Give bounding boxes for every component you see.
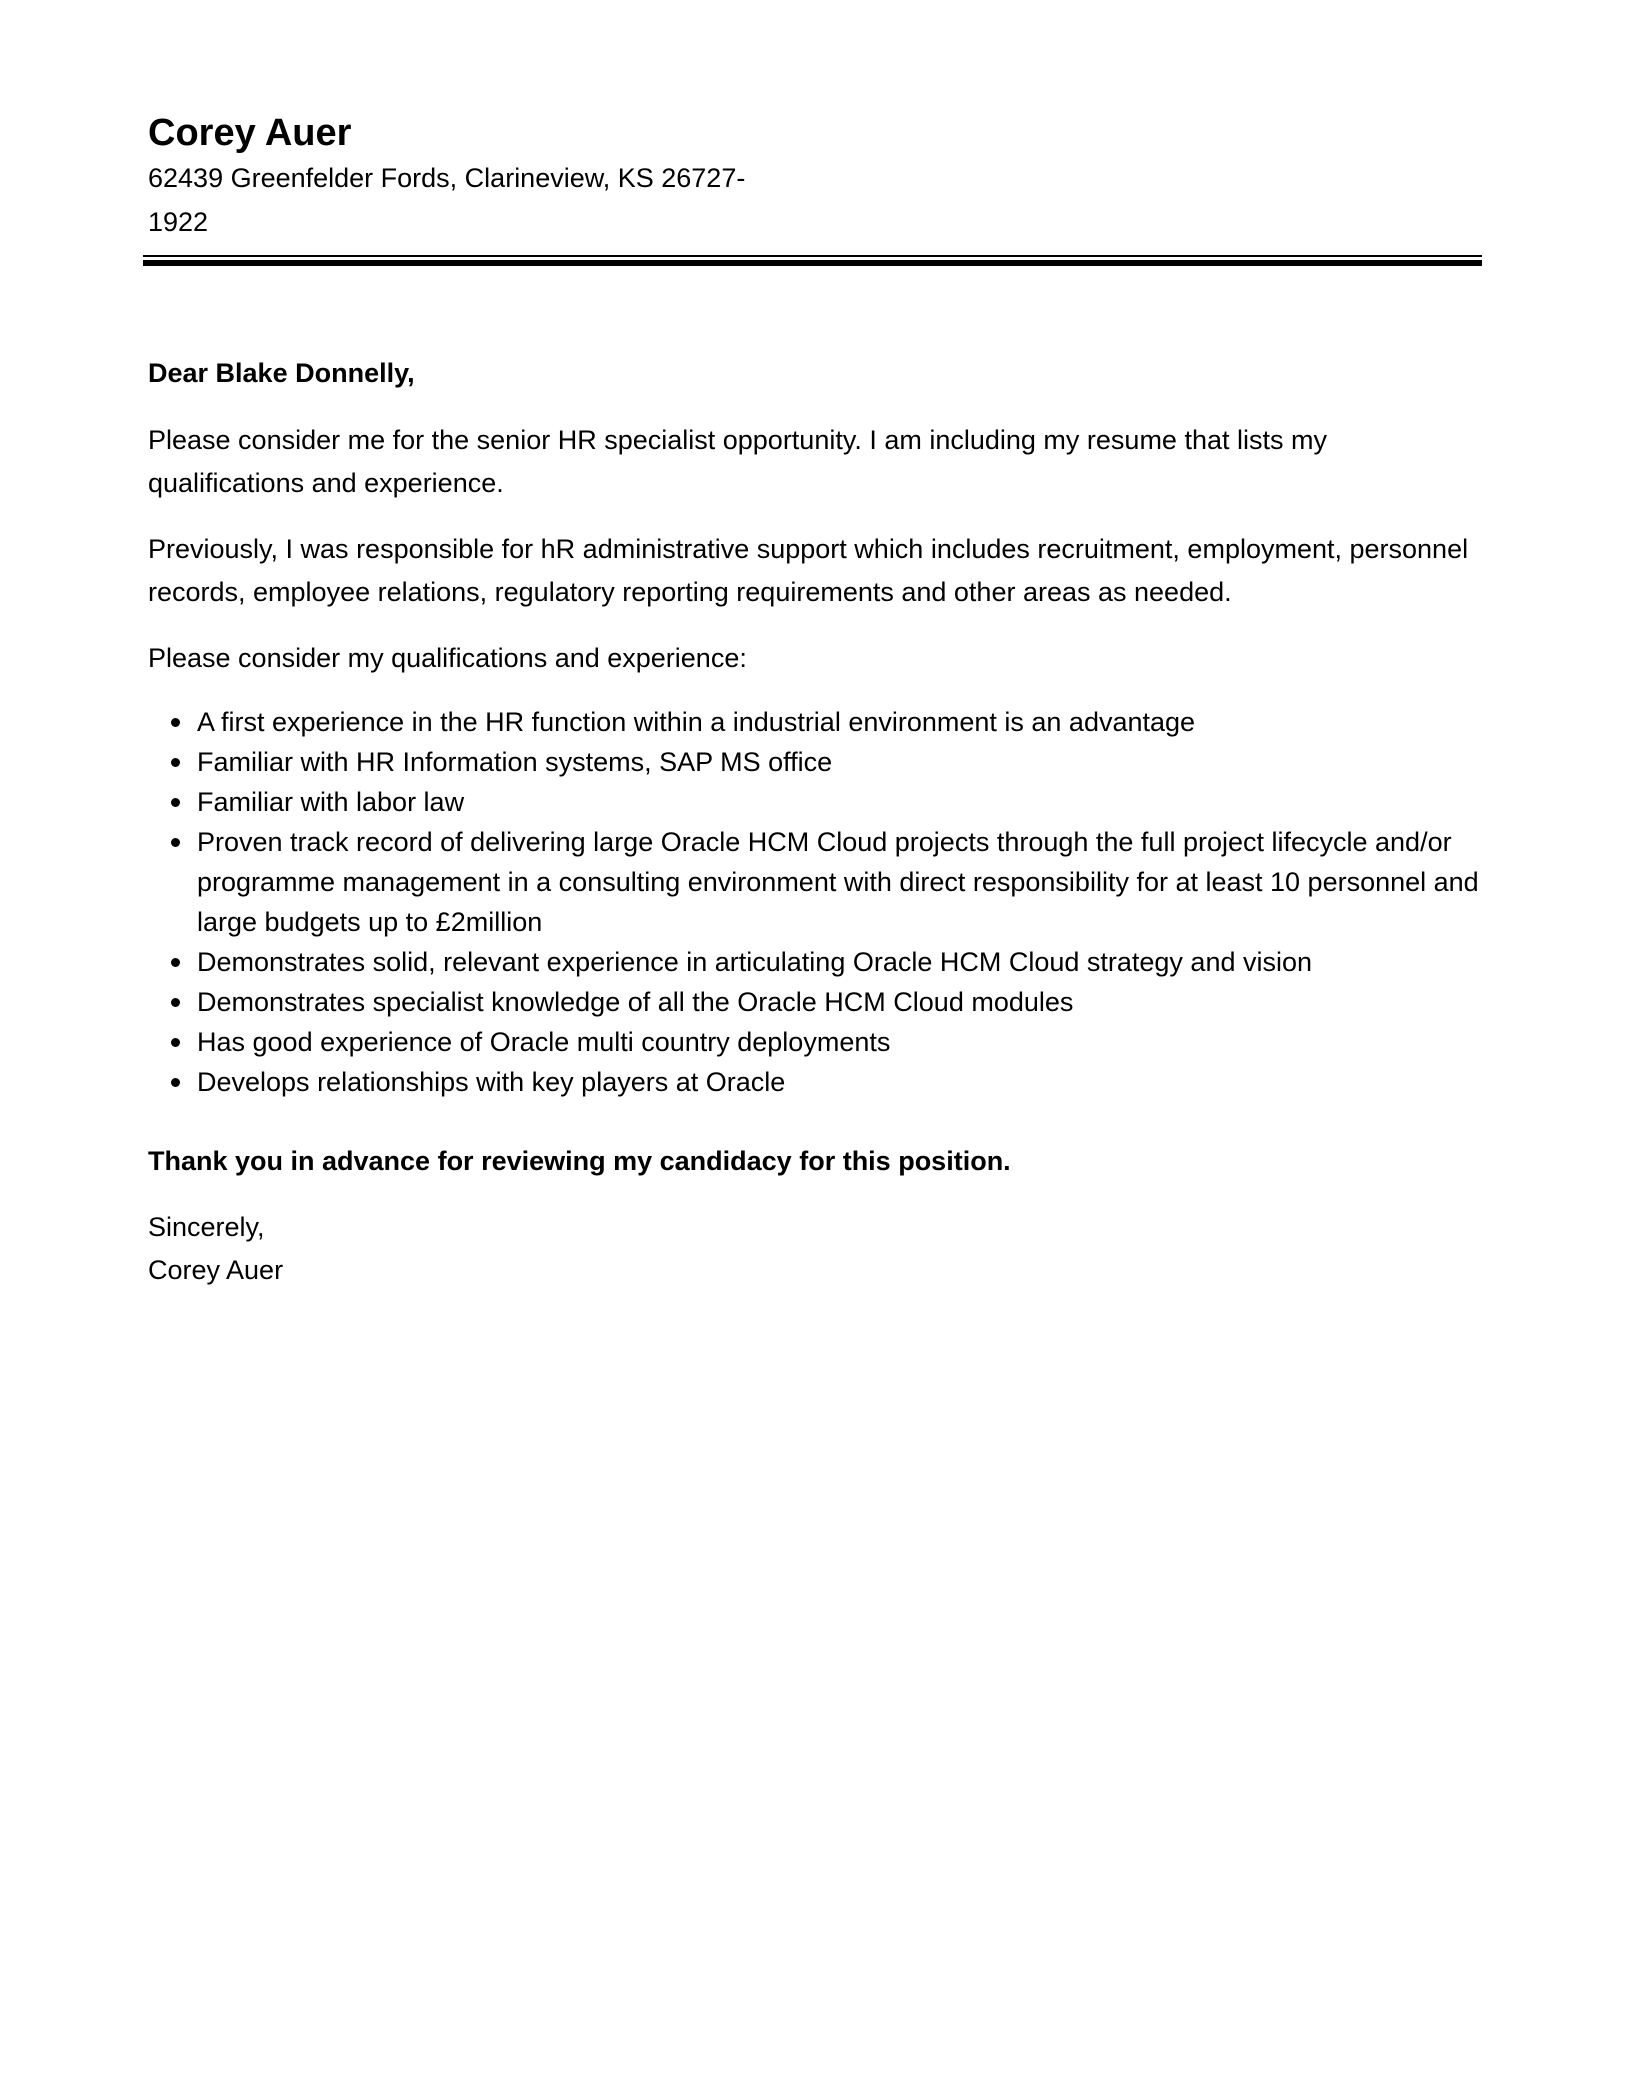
qualification-text: Familiar with labor law bbox=[197, 787, 465, 817]
salutation: Dear Blake Donnelly, bbox=[148, 358, 415, 388]
signature-name: Corey Auer bbox=[148, 1255, 284, 1285]
bullet-icon bbox=[171, 798, 180, 807]
qualification-item bbox=[148, 742, 1488, 782]
qualification-text: Has good experience of Oracle multi country deployments bbox=[197, 1027, 891, 1057]
qualification-text: A first experience in the HR function within a industrial environment is an advantage bbox=[197, 707, 1196, 737]
qualification-text: Develops relationships with key players at Oracle bbox=[197, 1067, 786, 1097]
header-divider-thin-line bbox=[143, 255, 1482, 257]
sender-name: Corey Auer bbox=[148, 112, 352, 154]
closing-statement: Thank you in advance for reviewing my candidacy for this position. bbox=[148, 1146, 1011, 1176]
body-paragraph-2: Previously, I was responsible for hR administrative support which includes recruitment, employment, personnel records, employee relations, regulatory reporting requirements and other areas as needed. bbox=[148, 534, 1469, 607]
bullet-icon bbox=[171, 958, 180, 967]
bullet-icon bbox=[171, 1038, 180, 1047]
signoff: Sincerely, bbox=[148, 1212, 265, 1242]
qualification-item bbox=[148, 1022, 1488, 1062]
letter-body bbox=[148, 352, 1488, 1292]
qualifications-list bbox=[148, 702, 1488, 1102]
qualification-text: Proven track record of delivering large Oracle HCM Cloud projects through the full project lifecycle and/or programme management in a consulting environment with direct responsibility for at least 10 personnel and large budgets up to £2million bbox=[197, 827, 1479, 937]
header-divider-thick-line bbox=[143, 260, 1482, 266]
header-divider bbox=[143, 255, 1482, 266]
qualification-item bbox=[148, 942, 1488, 982]
body-paragraph-1: Please consider me for the senior HR specialist opportunity. I am including my resume that lists my qualifications and experience. bbox=[148, 425, 1327, 498]
qualification-item bbox=[148, 702, 1488, 742]
bullet-icon bbox=[171, 1078, 180, 1087]
bullet-icon bbox=[171, 758, 180, 767]
sender-address: 62439 Greenfelder Fords, Clarineview, KS 26727-1922 bbox=[148, 163, 746, 237]
qualification-item bbox=[148, 782, 1488, 822]
qualification-text: Familiar with HR Information systems, SAP MS office bbox=[197, 747, 833, 777]
qualification-item bbox=[148, 822, 1488, 942]
qualification-item bbox=[148, 982, 1488, 1022]
qualification-item bbox=[148, 1062, 1488, 1102]
bullet-icon bbox=[171, 838, 180, 847]
qualification-text: Demonstrates solid, relevant experience in articulating Oracle HCM Cloud strategy and vision bbox=[197, 947, 1313, 977]
qualifications-intro: Please consider my qualifications and experience: bbox=[148, 643, 747, 673]
letterhead bbox=[148, 110, 788, 244]
bullet-icon bbox=[171, 998, 180, 1007]
qualification-text: Demonstrates specialist knowledge of all the Oracle HCM Cloud modules bbox=[197, 987, 1074, 1017]
bullet-icon bbox=[171, 718, 180, 727]
